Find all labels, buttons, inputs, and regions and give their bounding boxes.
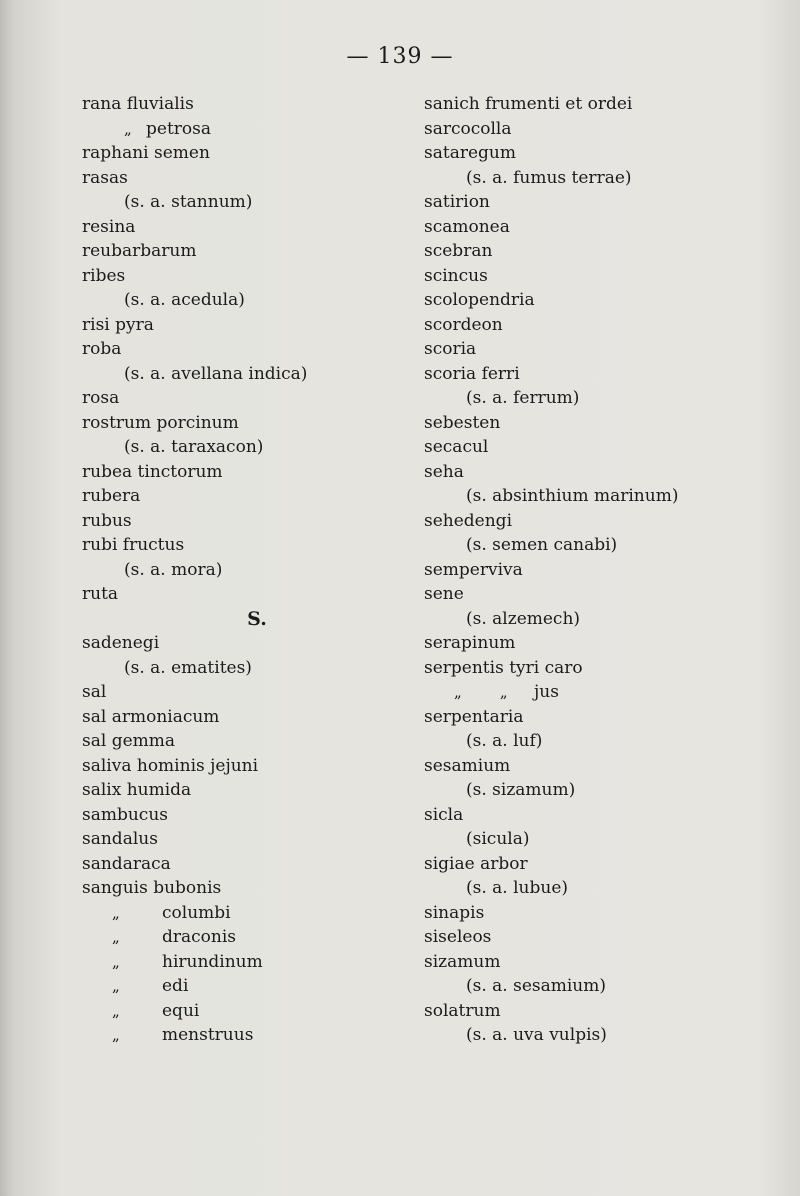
entry-text: serapinum [424, 633, 516, 653]
entry-text: raphani semen [82, 143, 210, 163]
index-entry [424, 190, 784, 215]
index-entry [82, 656, 412, 681]
index-entry [82, 141, 412, 166]
index-entry [82, 680, 412, 705]
entry-text: scoria ferri [424, 363, 520, 384]
entry-text: rana fluvialis [82, 94, 194, 114]
entry-text: edi [162, 976, 189, 996]
entry-text: satirion [424, 192, 490, 212]
entry-text: hirundinum [162, 951, 263, 972]
entry-text: sanguis bubonis [82, 878, 222, 898]
index-entry [82, 215, 412, 240]
index-entry [82, 190, 412, 215]
index-entry [424, 239, 784, 264]
entry-text: petrosa [146, 118, 211, 139]
index-entry [424, 754, 784, 779]
entry-text: menstruus [162, 1025, 254, 1045]
right-column [424, 92, 784, 1048]
index-entry [82, 827, 412, 852]
entry-text: scolopendria [424, 290, 535, 310]
entry-text: sebesten [424, 412, 501, 433]
entry-text: (s. a. acedula) [124, 290, 245, 310]
index-entry [82, 631, 412, 656]
entry-text: sene [424, 584, 464, 604]
index-entry [82, 1023, 412, 1048]
entry-text: (s. a. ferrum) [466, 388, 580, 408]
entry-text: sal [82, 682, 107, 702]
ditto-mark: „ [112, 903, 120, 922]
index-entry [82, 754, 412, 779]
index-entry [82, 876, 412, 901]
entry-text: sehedengi [424, 510, 513, 531]
index-entry [424, 974, 784, 999]
index-entry [424, 435, 784, 460]
entry-text: (s. a. fumus terrae) [466, 167, 632, 188]
entry-text: equi [162, 1000, 200, 1021]
index-entry [424, 778, 784, 803]
entry-text: rubi fructus [82, 535, 185, 555]
ditto-mark: „ [112, 1026, 120, 1044]
index-entry [82, 852, 412, 877]
index-entry [424, 631, 784, 656]
entry-text: rostrum porcinum [82, 412, 239, 433]
entry-text: (s. a. sesamium) [466, 976, 607, 996]
index-entry [424, 313, 784, 338]
index-entry [82, 386, 412, 411]
entry-text: (s. a. stannum) [124, 192, 253, 212]
index-entry [82, 460, 412, 485]
entry-text: sanich frumenti et ordei [424, 94, 633, 114]
ditto-mark: „ [112, 952, 120, 971]
entry-text: siseleos [424, 927, 492, 947]
entry-text: serpentaria [424, 706, 524, 727]
entry-text: rubea tinctorum [82, 461, 223, 482]
entry-text: S. [247, 607, 267, 630]
index-entry [424, 386, 784, 411]
index-entry [82, 484, 412, 509]
entry-text: roba [82, 339, 122, 359]
index-entry [424, 950, 784, 975]
entry-text: solatrum [424, 1000, 501, 1021]
entry-text: (s. semen canabi) [466, 535, 618, 555]
entry-text: (s. a. mora) [124, 559, 223, 580]
index-entry [424, 288, 784, 313]
index-entry [82, 337, 412, 362]
ditto-mark: „ [112, 977, 120, 995]
index-entry [424, 533, 784, 558]
entry-text: sal armoniacum [82, 706, 220, 727]
index-entry [424, 509, 784, 534]
index-entry [82, 533, 412, 558]
section-heading [82, 607, 412, 632]
entry-text: sambucus [82, 804, 169, 825]
entry-text: columbi [162, 902, 231, 923]
entry-text: sinapis [424, 902, 485, 923]
entry-text: jus [534, 682, 559, 702]
entry-text: ruta [82, 584, 119, 604]
entry-text: sicla [424, 804, 464, 825]
index-entry [424, 117, 784, 142]
index-entry [424, 705, 784, 730]
entry-text: (s. absinthium marinum) [466, 486, 679, 506]
index-entry [424, 876, 784, 901]
index-entry [82, 558, 412, 583]
left-column [82, 92, 412, 1048]
entry-text: rasas [82, 167, 128, 188]
index-entry [82, 264, 412, 289]
index-entry [424, 337, 784, 362]
entry-text: sizamum [424, 951, 501, 972]
entry-text: scincus [424, 265, 488, 286]
entry-text: rubus [82, 510, 132, 531]
index-entry [82, 803, 412, 828]
index-entry [82, 901, 412, 926]
entry-text: sadenegi [82, 633, 160, 653]
index-entry [424, 558, 784, 583]
index-entry [424, 411, 784, 436]
index-entry [82, 999, 412, 1024]
index-entry [424, 852, 784, 877]
entry-text: sarcocolla [424, 118, 512, 139]
index-entry [82, 705, 412, 730]
entry-text: sandaraca [82, 853, 171, 874]
entry-text: (s. a. uva vulpis) [466, 1025, 607, 1045]
index-entry [424, 92, 784, 117]
index-entry [424, 803, 784, 828]
ditto-mark: „ [124, 119, 132, 138]
index-entry [82, 166, 412, 191]
index-entry [424, 925, 784, 950]
index-entry [424, 484, 784, 509]
index-entry [82, 509, 412, 534]
index-entry [82, 92, 412, 117]
entry-text: salix humida [82, 780, 192, 800]
ditto-mark: „ [112, 1001, 120, 1020]
index-entry [424, 166, 784, 191]
entry-text: scamonea [424, 216, 510, 237]
index-entry [424, 827, 784, 852]
page-number: — 139 — [346, 44, 454, 69]
entry-text: scebran [424, 241, 493, 261]
index-entry [82, 435, 412, 460]
index-entry [82, 362, 412, 387]
entry-text: (s. sizamum) [466, 780, 576, 800]
entry-text: sataregum [424, 143, 516, 163]
entry-text: resina [82, 216, 136, 237]
entry-text: secacul [424, 437, 489, 457]
entry-text: risi pyra [82, 314, 154, 335]
index-entry [82, 411, 412, 436]
index-entry [424, 999, 784, 1024]
entry-text: scordeon [424, 314, 503, 335]
entry-text: (sicula) [466, 829, 530, 849]
entry-text: serpentis tyri caro [424, 657, 583, 678]
index-entry [424, 264, 784, 289]
entry-text: scoria [424, 339, 477, 359]
index-entry [82, 729, 412, 754]
ditto-mark: „ [112, 928, 120, 946]
entry-text: draconis [162, 927, 237, 947]
entry-text: rosa [82, 388, 120, 408]
index-entry [424, 901, 784, 926]
entry-text: (s. a. taraxacon) [124, 437, 264, 457]
index-entry [82, 582, 412, 607]
index-entry [82, 925, 412, 950]
index-entry [424, 362, 784, 387]
ditto-mark: „ „ [454, 683, 508, 701]
index-entry [424, 656, 784, 681]
index-entry [424, 582, 784, 607]
entry-text: (s. a. avellana indica) [124, 363, 308, 384]
index-entry [82, 288, 412, 313]
entry-text: seha [424, 461, 464, 482]
entry-text: sesamium [424, 755, 511, 776]
index-entry [82, 313, 412, 338]
index-entry [424, 607, 784, 632]
index-entry [424, 1023, 784, 1048]
entry-text: (s. a. luf) [466, 731, 543, 751]
index-entry [424, 729, 784, 754]
entry-text: (s. a. ematites) [124, 657, 252, 678]
entry-text: semperviva [424, 559, 523, 580]
entry-text: ribes [82, 265, 126, 286]
index-entry [82, 117, 412, 142]
index-entry [424, 460, 784, 485]
index-entry [82, 778, 412, 803]
entry-text: sandalus [82, 829, 158, 849]
index-entry [82, 950, 412, 975]
index-entry [424, 141, 784, 166]
index-entry [424, 215, 784, 240]
index-entry [424, 680, 784, 705]
entry-text: reubarbarum [82, 241, 197, 261]
entry-text: rubera [82, 486, 141, 506]
entry-text: (s. a. lubue) [466, 878, 569, 898]
entry-text: (s. alzemech) [466, 608, 581, 629]
entry-text: sigiae arbor [424, 853, 528, 874]
entry-text: sal gemma [82, 731, 176, 751]
index-entry [82, 974, 412, 999]
index-entry [82, 239, 412, 264]
entry-text: saliva hominis jejuni [82, 755, 259, 776]
